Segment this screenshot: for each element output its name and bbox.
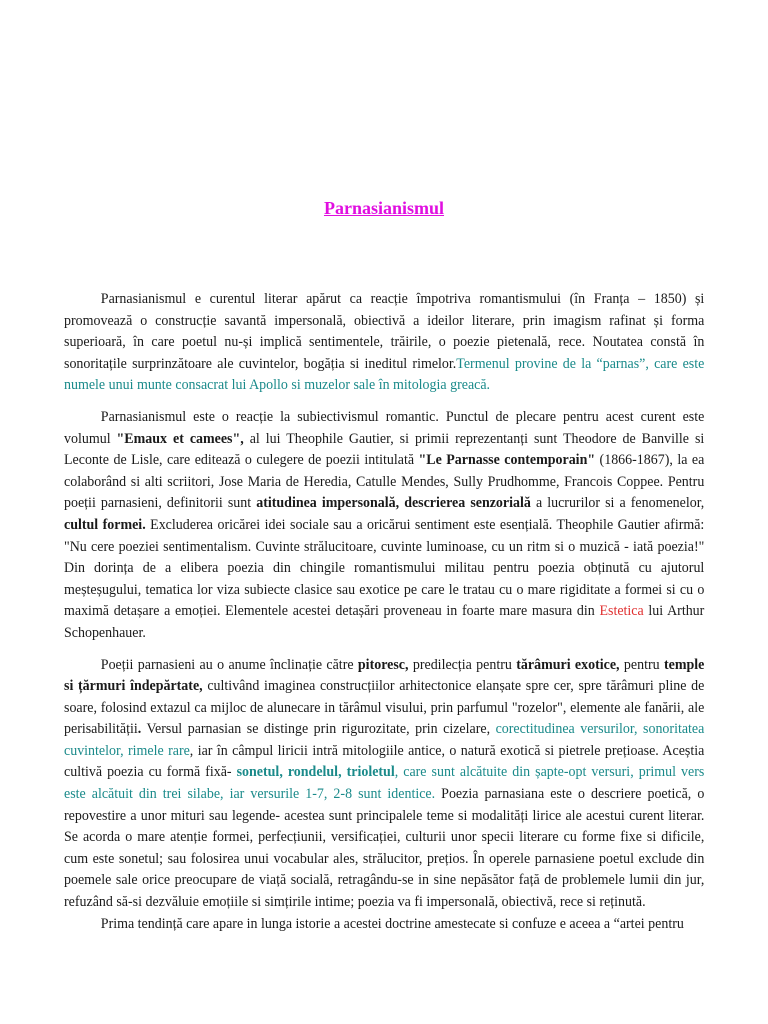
parnasse-title: "Le Parnasse contemporain" bbox=[418, 451, 596, 469]
paragraph-1-text: Parnasianismul e curentul literar apărut ca reacție împotriva romantismului (în Franța – 1850) și promovează o construcție savantă impersonală, obiectivă a ideilor literare, prin imagism rafinat și forma superioară, în care poetul nu-și implică sentimentele, trăirile, o poezie pietenală, rece. Noutatea constă în sonoritațile surprinzătoare ale cuvintelor, bogăția si ineditul rimelor. bbox=[64, 290, 705, 372]
paragraph-2-text-b: al lui Theophile Gautier, si primii reprezentanți sunt Theodore de Banville si Leconte de Lisle, care editează o culegere de poezii intitulată bbox=[64, 429, 705, 469]
emaux-title: "Emaux et camees", bbox=[116, 429, 244, 447]
paragraph-1-teal-text: Termenul provine de la “parnas”, care este numele unui munte consacrat lui Apollo si muzelor sale în mitologia greacă. bbox=[64, 354, 705, 394]
paragraph-3-text-c: pentru bbox=[619, 655, 664, 673]
paragraph-3 bbox=[64, 654, 704, 913]
page-title: Parnasianismul bbox=[323, 198, 445, 218]
paragraph-3-bold-c: temple si țărmuri îndepărtate, bbox=[64, 655, 705, 695]
paragraph-3-bold-b: tărâmuri exotice, bbox=[516, 655, 620, 673]
paragraph-3-text-e: Versul parnasian se distinge prin rigurozitate, prin cizelare, bbox=[141, 720, 496, 738]
estetica-link[interactable]: Estetica bbox=[599, 602, 644, 620]
paragraph-3-text-b: predilecția pentru bbox=[408, 655, 517, 673]
paragraph-3-bold-a: pitoresc, bbox=[357, 655, 409, 673]
paragraph-4-text: Prima tendință care apare in lunga istorie a acestei doctrine amestecate si confuze e aceea a “artei pentru bbox=[100, 914, 684, 932]
paragraph-2-text-a: Parnasianismul este o reacție la subiectivismul romantic. Punctul de plecare pentru acest curent este volumul bbox=[64, 407, 705, 447]
document-body bbox=[64, 288, 704, 934]
paragraph-4 bbox=[64, 913, 704, 935]
paragraph-3-teal-a: corectitudinea versurilor, sonoritatea cuvintelor, rimele rare bbox=[64, 720, 705, 759]
paragraph-3-bold-d: . bbox=[137, 720, 142, 738]
paragraph-2-bold-a: atitudinea impersonală, descrierea senzorială bbox=[256, 494, 531, 512]
paragraph-2-text-c: (1866-1867), la ea colaborând si alti scriitori, Jose Maria de Heredia, Catulle Mendes, Sully Prudhomme, Francois Coppee. Pentru poeții parnasieni, definitorii sunt bbox=[64, 451, 705, 512]
paragraph-2-bold-b: cultul formei. bbox=[64, 515, 146, 533]
paragraph-3-text-f: , iar în câmpul liricii intră mitologiile antice, o natură exotică si pietrele prețioase. Aceștia cultivă poezia cu formă fixă- bbox=[64, 741, 705, 781]
paragraph-3-text-g: Poezia parnasiana este o descriere poetică, o repovestire a unor mituri sau legende- acestea sunt principalele teme si modalități lirice ale acestui curent literar. Se acorda o mare atenție formei, perfecțiunii, versificației, culturii unor specii literare cu forme fixe si dificile, cum este sonetul; sau folosirea unui vocabular ales, strălucitor, prețios. În operele parnasiene poetul exclude din poemele sale orice preocupare de viață socială, retragându-se in sine nepăsător față de problemele lumii din jur, refuzând să-si dezvăluie emoțiile si simțirile intime; poezia va fi impersonală, obiectivă, rece si reținută. bbox=[64, 785, 705, 911]
paragraph-2-text-e: Excluderea oricărei idei sociale sau a oricărui sentiment este esențială. Theophile Gautier afirmă: "Nu cere poeziei sentimentalism. Cuvinte strălucitoare, cuvinte luminoase, cu un ritm si o muzică - iată poezia!" Din dorința de a elibera poezia din chingile romantismului militau pentru poezia obținută cu ajutorul meșteșugului, tematica lor viza subiecte clasice sau exotice pe care le tratau cu o mare rigiditate a formei si cu o maximă detașare a emoției. Elementele acestei detașări proveneau in foarte mare masura din bbox=[64, 515, 705, 620]
paragraph-1 bbox=[64, 288, 704, 396]
paragraph-3-text-d: cultivând imaginea construcțiilor arhitectonice elanșate spre cer, spre tărâmuri pline de soare, folosind extazul ca mijloc de alunecare in tărâmul visului, prin parfumul "rozelor", elemente ale fanării, ale perisabilității bbox=[64, 677, 705, 738]
paragraph-2-text-f: lui Arthur Schopenhauer. bbox=[64, 602, 705, 641]
paragraph-2-text-d: a lucrurilor si a fenomenelor, bbox=[530, 494, 705, 512]
paragraph-3-text-a: Poeții parnasieni au o anume înclinație către bbox=[100, 655, 358, 673]
paragraph-3-teal-bold: sonetul, rondelul, trioletul bbox=[236, 763, 395, 781]
paragraph-2 bbox=[64, 406, 704, 644]
paragraph-3-teal-b: , care sunt alcătuite din șapte-opt versuri, primul vers este alcătuit din trei silabe, iar versurile 1-7, 2-8 sunt identice. bbox=[64, 763, 705, 803]
